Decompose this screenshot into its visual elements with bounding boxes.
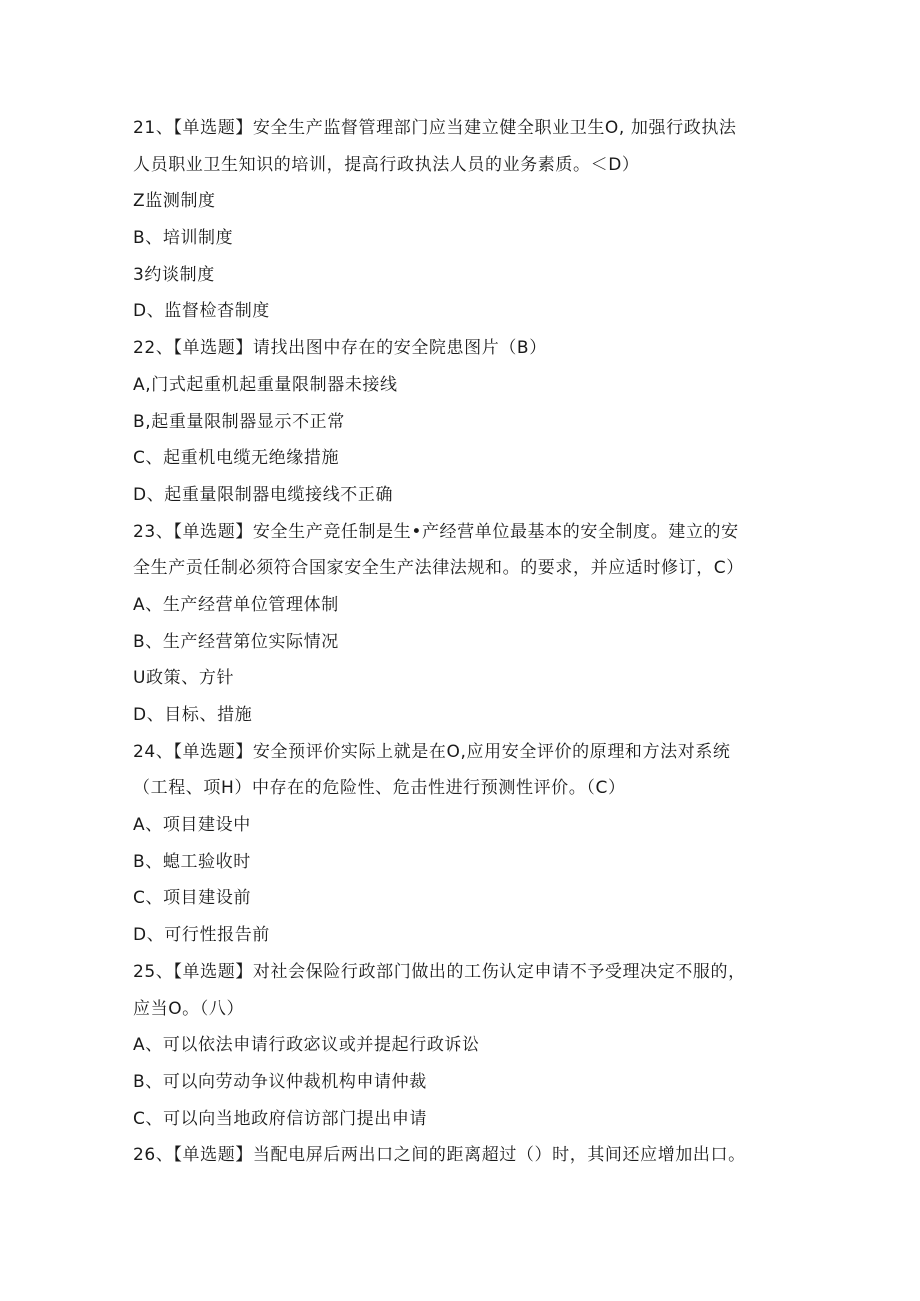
question-22-option-c: C、起重机电缆无绝缘措施 — [133, 448, 340, 469]
question-24-line-2: （工程、项H）中存在的危险性、危击性进行预测性评价。（C） — [133, 778, 626, 799]
question-24-option-a: A、项目建设中 — [133, 815, 251, 836]
question-21-line-1: 21、【单选题】安全生产监督管理部门应当建立健全职业卫生O, 加强行政执法 — [133, 118, 737, 138]
question-25-option-b: B、可以向劳动争议仲裁机构申请仲裁 — [133, 1071, 427, 1092]
question-25-option-c: C、可以向当地政府信访部门提出申请 — [133, 1108, 428, 1129]
question-21-line-2: 人员职业卫生知识的培训，提高行政执法人员的业务素质。＜D） — [133, 154, 640, 175]
question-22-line-1: 22、【单选题】请找出图中存在的安全院患图片（B） — [133, 338, 547, 359]
question-22-option-b: B,起重量限制器显示不正常 — [133, 411, 345, 432]
question-21-option-c: 3约谈制度 — [133, 264, 215, 285]
question-25-line-2: 应当O。（八） — [133, 998, 245, 1019]
question-24-line-1: 24、【单选题】安全预评价实际上就是在O,应用安全评价的原理和方法对系统 — [133, 741, 731, 762]
question-23-option-d: D、目标、措施 — [133, 705, 253, 725]
question-24-option-b: B、螅工验收时 — [133, 851, 251, 872]
question-23-line-1: 23、【单选题】安全生产竞任制是生•产经营单位最基本的安全制度。建立的安 — [133, 521, 739, 542]
question-24-option-d: D、可行性报告前 — [133, 925, 270, 946]
question-23-option-c: U政策、方针 — [133, 668, 235, 689]
question-26-line-1: 26、【单选题】当配电屏后两出口之间的距离超过（）时，其间还应增加出口。 — [133, 1145, 746, 1166]
question-22-option-d: D、起重量限制器电缆接线不正确 — [133, 484, 394, 505]
question-22-option-a: A,门式起重机起重量限制器未接线 — [133, 374, 398, 395]
question-21-option-a: Z监测制度 — [133, 191, 216, 212]
question-23-option-b: B、生产经营第位实际情况 — [133, 631, 339, 652]
question-21-option-d: D、监督检杳制度 — [133, 301, 270, 322]
question-23-option-a: A、生产经营单位管理体制 — [133, 594, 339, 615]
question-24-option-c: C、项目建设前 — [133, 888, 252, 909]
question-25-line-1: 25、【单选题】对社会保险行政部门做出的工伤认定申请不予受理决定不服的， — [133, 961, 746, 982]
question-23-line-2: 全生产贡任制必须符合国家安全生产法律法规和。的要求，并应适时修订，C） — [133, 558, 744, 579]
question-25-option-a: A、可以依法申请行政宓议或并提起行政诉讼 — [133, 1035, 480, 1056]
question-list — [133, 110, 793, 1174]
question-21-option-b: B、培训制度 — [133, 228, 234, 249]
